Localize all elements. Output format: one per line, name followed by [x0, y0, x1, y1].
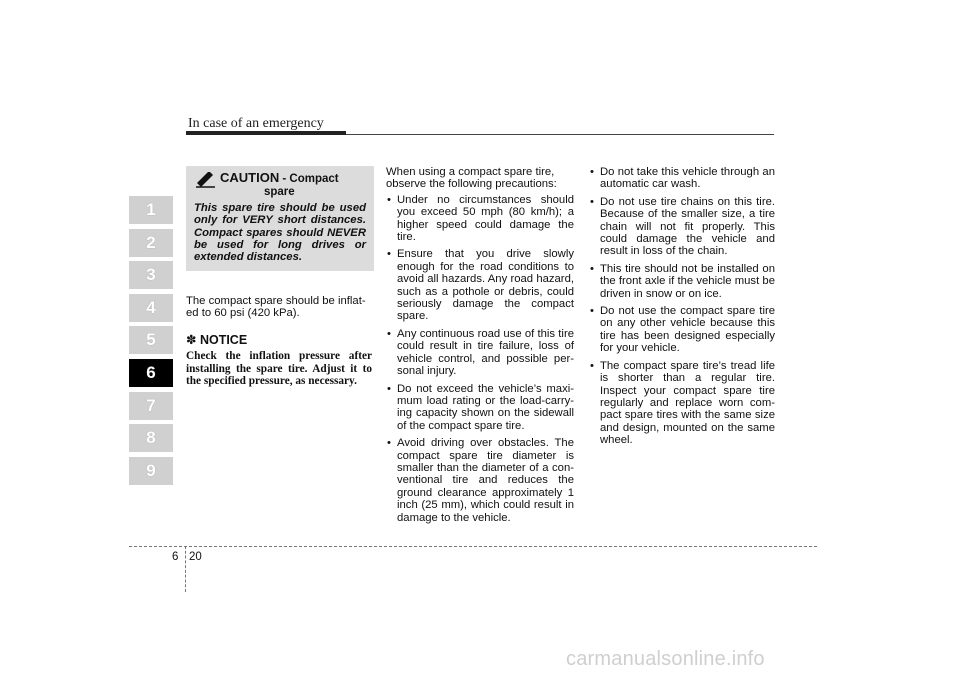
- chapter-tab-3[interactable]: 3: [129, 261, 173, 289]
- list-item: • The compact spare tire’s tread life is shorter than a regular tire. Inspect your compact spare tire regularly and replace worn com-pact spare tires with the same size and design, mounted on the same wheel.: [589, 360, 775, 447]
- chapter-tab-8[interactable]: 8: [129, 424, 173, 452]
- chapter-tab-7[interactable]: 7: [129, 392, 173, 420]
- section-title: In case of an emergency: [188, 116, 324, 131]
- caution-text: This spare tire should be used only for VERY short distances. Compact spares should NEVER be used for long drives or extended distances.: [194, 201, 366, 264]
- precautions-intro: When using a compact spare tire, observe the following precautions:: [386, 166, 557, 191]
- footer-divider: [185, 546, 186, 592]
- list-item: • Avoid driving over obstacles. The compact spare tire diameter is smaller than the diameter of a con-ventional tire and reduces the ground clearance approximately 1 inch (25 mm), which could result in damage to the vehicle.: [386, 437, 574, 524]
- precautions-list-cont: [589, 166, 775, 447]
- chapter-tab-4[interactable]: 4: [129, 294, 173, 322]
- list-item: • Do not exceed the vehicle’s maxi-mum load rating or the load-carry-ing capacity shown on the sidewall of the compact spare tire.: [386, 383, 574, 433]
- chapter-tab-6[interactable]: 6: [129, 359, 173, 387]
- footer-rule: [129, 546, 817, 547]
- column-left: [186, 166, 372, 388]
- chapter-tabs: [129, 196, 173, 489]
- inflation-text: The compact spare should be inflat-ed to 60 psi (420 kPa).: [186, 294, 366, 320]
- column-middle: [386, 166, 574, 529]
- pencil-icon: [194, 172, 216, 188]
- caution-label: CAUTION: [220, 170, 280, 185]
- list-item: • Any continuous road use of this tire could result in tire failure, loss of vehicle control, and possible per-sonal injury.: [386, 328, 574, 378]
- caution-header: [194, 172, 366, 199]
- notice-label: ✽ NOTICE: [186, 332, 248, 347]
- page-number: 20: [189, 551, 202, 563]
- header-bar: [186, 131, 346, 135]
- list-item: • Do not use tire chains on this tire. Because of the smaller size, a tire chain will not fit properly. This could damage the vehicle and result in loss of the chain.: [589, 196, 775, 258]
- watermark[interactable]: carmanualsonline.info: [566, 648, 765, 670]
- caution-subtitle-cont: spare: [263, 186, 295, 199]
- list-item: • This tire should not be installed on the front axle if the vehicle must be driven in snow or on ice.: [589, 263, 775, 300]
- header-rule: [346, 134, 774, 135]
- notice-text: Check the inflation pressure after installing the spare tire. Adjust it to the specified pressure, as necessary.: [186, 350, 372, 388]
- chapter-tab-1[interactable]: 1: [129, 196, 173, 224]
- precautions-list: [386, 194, 574, 524]
- list-item: • Under no circumstances should you exceed 50 mph (80 km/h); a higher speed could damage the tire.: [386, 194, 574, 244]
- caution-subtitle: - Compact: [282, 173, 339, 185]
- chapter-tab-9[interactable]: 9: [129, 457, 173, 485]
- page-chapter: 6: [172, 551, 179, 563]
- chapter-tab-2[interactable]: 2: [129, 229, 173, 257]
- list-item: • Do not take this vehicle through an automatic car wash.: [589, 166, 775, 191]
- list-item: • Do not use the compact spare tire on any other vehicle because this tire has been designed especially for your vehicle.: [589, 305, 775, 355]
- list-item: • Ensure that you drive slowly enough for the road conditions to avoid all hazards. Any road hazard, such as a pothole or debris, could seriously damage the compact spare.: [386, 248, 574, 322]
- chapter-tab-5[interactable]: 5: [129, 326, 173, 354]
- caution-box: [186, 166, 374, 271]
- column-right: [589, 166, 775, 452]
